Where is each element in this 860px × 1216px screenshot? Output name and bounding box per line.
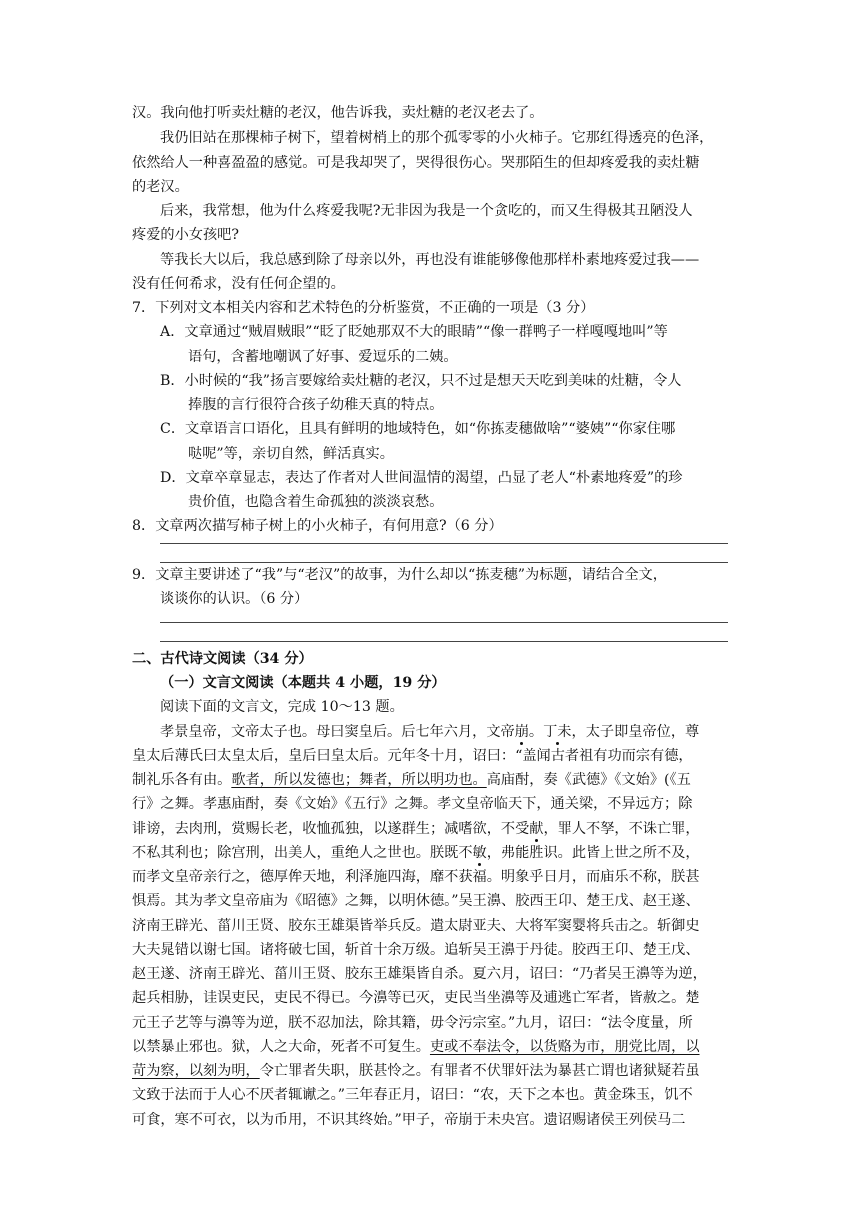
question-7-stem: 7．下列对文本相关内容和艺术特色的分析鉴赏，不正确的一项是（3 分） [132, 300, 595, 316]
story-paragraph-2-line-3: 的老汉。 [132, 179, 189, 195]
passage-line-8: 惧焉。其为孝文皇帝庙为《昭德》之舞，以明休德。”吴王濞、胶西王卬、楚王戊、赵王遂、 [132, 893, 700, 909]
passage-line-16: 文致于法而于人心不厌者辄谳之。”三年春正月，诏曰：“农，天下之本也。黄金珠玉，饥不 [132, 1087, 693, 1103]
story-paragraph-3-line-2: 疼爱的小女孩吧? [132, 227, 239, 243]
passage-line-15: 苛为察，以刻为明，令亡罪者失职，朕甚怜之。有罪者不伏罪奸法为暴甚亡谓也诸狱疑若虽 [132, 1063, 700, 1079]
section-2-intro: 阅读下面的文言文，完成 10～13 题。 [160, 699, 404, 715]
question-9-stem-line-1: 9．文章主要讲述了“我”与“老汉”的故事，为什么却以“拣麦穗”为标题，请结合全文， [132, 567, 667, 583]
passage-line-13: 元王子艺等与濞等为逆，朕不忍加法，除其籍，毋令污宗室。”九月，诏曰：“法令度量，所 [132, 1015, 693, 1031]
passage-line-3: 制礼乐各有由。歌者，所以发德也；舞者，所以明功也。高庙酎，奏《武德》《文始》(《五 [132, 772, 691, 788]
emphasis-dot-char: 崩 [514, 724, 529, 740]
question-7-option-d-line-2: 贵价值，也隐含着生命孤独的淡淡哀愁。 [188, 494, 444, 510]
section-2-subtitle: （一）文言文阅读（本题共 4 小题，19 分） [160, 675, 446, 691]
question-7-option-b-line-2: 捧腹的言行很符合孩子幼稚天真的特点。 [188, 397, 444, 413]
question-9-answer-line-1[interactable] [160, 622, 728, 623]
question-7-option-b-line-1: B．小时候的“我”扬言要嫁给卖灶糖的老汉，只不过是想天天吃到美味的灶糖，令人 [160, 373, 682, 389]
passage-line-9: 济南王辟光、菑川王贤、胶东王雄渠皆举兵反。遣太尉亚夫、大将军窦婴将兵击之。斩御史 [132, 918, 700, 934]
passage-line-12: 起兵相胁，诖误吏民，吏民不得已。今濞等已灭，吏民当坐濞等及逋逃亡军者，皆赦之。楚 [132, 990, 700, 1006]
section-2-title: 二、古代诗文阅读（34 分） [132, 651, 313, 667]
underlined-sentence: 吏或不奉法令，以货赂为市，朋党比周，以 [429, 1039, 700, 1055]
passage-line-11: 赵王遂、济南王辟光、菑川王贤、胶东王雄渠皆自杀。夏六月，诏曰：“乃者吴王濞等为逆， [132, 966, 707, 982]
passage-line-17: 可食，寒不可衣，以为币用，不识其终始。”甲子，帝崩于未央宫。遗诏赐诸侯王列侯马二 [132, 1112, 686, 1128]
underlined-sentence: 歌者，所以发德也；舞者，所以明功也。 [231, 772, 487, 788]
story-paragraph-3-line-1: 后来，我常想，他为什么疼爱我呢?无非因为我是一个贪吃的，而又生得极其丑陋没人 [160, 203, 693, 219]
question-9-stem-line-2: 谈谈你的认识。（6 分） [160, 591, 309, 607]
story-paragraph-4-line-1: 等我长大以后，我总感到除了母亲以外，再也没有谁能够像他那样朴素地疼爱过我—— [160, 252, 700, 268]
question-7-option-a-line-1: A．文章通过“贼眉贼眼”“眨了眨她那双不大的眼睛”“像一群鸭子一样嘎嘎地叫”等 [160, 324, 668, 340]
passage-line-5: 诽谤，去肉刑，赏赐长老，收恤孤独，以遂群生；减嗜欲，不受献，罪人不孥，不诛亡罪， [132, 821, 700, 837]
question-7-option-d-line-1: D．文章卒章显志，表达了作者对人世间温情的渴望，凸显了老人“朴素地疼爱”的珍 [160, 470, 683, 486]
passage-line-2: 皇太后薄氏曰太皇太后，皇后曰皇太后。元年冬十月，诏曰：“盖闻古者祖有功而宗有德， [132, 748, 693, 764]
story-paragraph-2-line-1: 我仍旧站在那棵柿子树下，望着树梢上的那个孤零零的小火柿子。它那红得透亮的色泽， [160, 130, 714, 146]
emphasis-dot-char: 敏 [472, 845, 487, 861]
passage-line-7: 而孝文皇帝亲行之，德厚侔天地，利泽施四海，靡不获福。明象乎日月，而庙乐不称，朕甚 [132, 869, 700, 885]
passage-line-4: 行》之舞。孝惠庙酎，奏《文始》《五行》之舞。孝文皇帝临天下，通关梁，不异远方；除 [132, 796, 693, 812]
emphasis-dot-char: 丁未 [543, 724, 572, 740]
story-paragraph-2-line-2: 依然给人一种喜盈盈的感觉。可是我却哭了，哭得很伤心。哭那陌生的但却疼爱我的卖灶糖 [132, 155, 700, 171]
question-7-option-c-line-1: C．文章语言口语化，且具有鲜明的地域特色，如“你拣麦穗做啥”“婆姨”“你家住哪 [160, 421, 676, 437]
passage-line-6: 不私其利也；除宫刑，出美人，重绝人之世也。朕既不敏，弗能胜识。此皆上世之所不及， [132, 845, 700, 861]
emphasis-dot-char: 献 [529, 821, 544, 837]
question-7-option-c-line-2: 哒呢”等，亲切自然，鲜活真实。 [188, 446, 394, 462]
question-7-option-a-line-2: 语句，含蓄地嘲讽了好事、爱逗乐的二姨。 [188, 349, 458, 365]
passage-line-1: 孝景皇帝，文帝太子也。母曰窦皇后。后七年六月，文帝崩。丁未，太子即皇帝位，尊 [160, 724, 700, 740]
passage-line-10: 大夫晁错以谢七国。诸将破七国，斩首十余万级。追斩吴王濞于丹徒。胶西王卬、楚王戊、 [132, 942, 700, 958]
question-8-answer-line-2[interactable] [160, 562, 728, 563]
story-paragraph-4-line-2: 没有任何希求，没有任何企望的。 [132, 276, 345, 292]
question-8-stem: 8．文章两次描写柿子树上的小火柿子，有何用意?（6 分） [132, 518, 503, 534]
passage-line-14: 以禁暴止邪也。狱，人之大命，死者不可复生。吏或不奉法令，以货赂为市，朋党比周，以 [132, 1039, 700, 1055]
underlined-sentence: 苛为察，以刻为明， [132, 1063, 260, 1079]
question-9-answer-line-2[interactable] [160, 641, 728, 642]
question-8-answer-line-1[interactable] [160, 543, 728, 544]
story-paragraph-1: 汉。我向他打听卖灶糖的老汉，他告诉我，卖灶糖的老汉老去了。 [132, 105, 544, 121]
